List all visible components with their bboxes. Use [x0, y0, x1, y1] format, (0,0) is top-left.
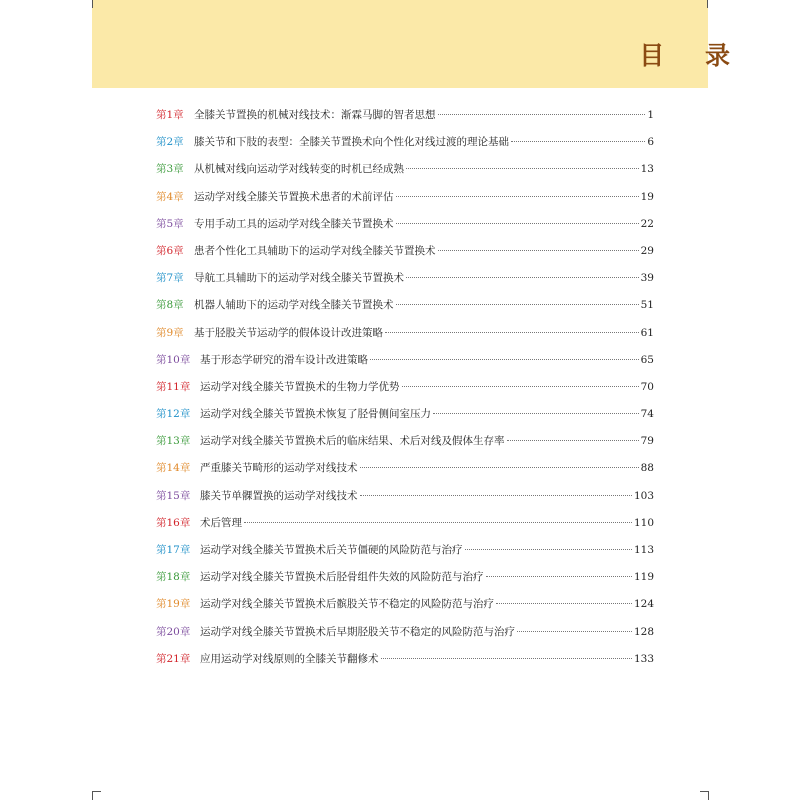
chapter-title: 运动学对线全膝关节置换术后胫骨组件失效的风险防范与治疗: [200, 571, 484, 584]
dot-leader: [244, 522, 632, 523]
page-number: 61: [640, 326, 654, 339]
chapter-number: 第18章: [156, 571, 191, 584]
page-number: 74: [640, 408, 654, 421]
page-number: 103: [633, 489, 654, 502]
dot-leader: [385, 332, 639, 333]
chapter-number: 第10章: [156, 353, 191, 366]
chapter-title: 基于形态学研究的滑车设计改进策略: [200, 353, 368, 366]
chapter-title: 运动学对线全膝关节置换术后髌股关节不稳定的风险防范与治疗: [200, 598, 494, 611]
dot-leader: [360, 467, 639, 468]
page-number: 110: [633, 516, 654, 529]
chapter-title: 专用手动工具的运动学对线全膝关节置换术: [194, 217, 394, 230]
page-number: 39: [640, 272, 654, 285]
chapter-number: 第9章: [156, 326, 184, 339]
toc-entry[interactable]: [156, 569, 654, 596]
chapter-title: 膝关节单髁置换的运动学对线技术: [200, 489, 358, 502]
chapter-number: 第14章: [156, 462, 191, 475]
toc-entry[interactable]: [156, 651, 654, 678]
toc-entry[interactable]: [156, 460, 654, 487]
toc-entry[interactable]: [156, 297, 654, 324]
page-number: 29: [640, 244, 654, 257]
page-number: 65: [640, 353, 654, 366]
dot-leader: [438, 250, 639, 251]
chapter-title: 机器人辅助下的运动学对线全膝关节置换术: [194, 299, 394, 312]
chapter-title: 膝关节和下肢的表型：全膝关节置换术向个性化对线过渡的理论基础: [194, 136, 509, 149]
dot-leader: [396, 223, 639, 224]
page-number: 6: [647, 136, 654, 149]
page-number: 19: [640, 190, 654, 203]
toc-entry[interactable]: [156, 189, 654, 216]
page-number: 51: [640, 299, 654, 312]
chapter-title: 运动学对线全膝关节置换术的生物力学优势: [200, 380, 400, 393]
toc-entry[interactable]: [156, 161, 654, 188]
dot-leader: [381, 658, 632, 659]
toc-entry[interactable]: [156, 406, 654, 433]
page-number: 1: [647, 109, 654, 121]
toc-entry[interactable]: [156, 216, 654, 243]
chapter-number: 第19章: [156, 598, 191, 611]
page-number: 119: [633, 571, 654, 584]
dot-leader: [402, 386, 639, 387]
page-number: 22: [640, 217, 654, 230]
chapter-title: 运动学对线全膝关节置换术后关节僵硬的风险防范与治疗: [200, 544, 463, 556]
chapter-number: 第5章: [156, 217, 184, 230]
page-number: 70: [640, 380, 654, 393]
chapter-number: 第11章: [156, 380, 191, 393]
chapter-number: 第12章: [156, 408, 191, 421]
crop-mark-top-right: [707, 0, 716, 8]
crop-mark-bottom-right: [700, 791, 709, 800]
dot-leader: [433, 413, 639, 414]
toc-entry[interactable]: [156, 325, 654, 352]
chapter-title: 术后管理: [200, 516, 242, 529]
chapter-number: 第20章: [156, 625, 191, 638]
page-number: 128: [633, 625, 654, 638]
dot-leader: [396, 196, 639, 197]
chapter-title: 从机械对线向运动学对线转变的时机已经成熟: [194, 163, 404, 176]
chapter-number: 第8章: [156, 299, 184, 312]
chapter-number: 第1章: [156, 109, 184, 121]
page-number: 88: [640, 462, 654, 475]
table-of-contents: [156, 107, 654, 678]
chapter-title: 运动学对线全膝关节置换术后的临床结果、术后对线及假体生存率: [200, 435, 505, 448]
toc-entry[interactable]: [156, 488, 654, 515]
chapter-number: 第2章: [156, 136, 184, 149]
toc-entry[interactable]: [156, 352, 654, 379]
dot-leader: [438, 114, 646, 115]
toc-entry[interactable]: [156, 433, 654, 460]
chapter-number: 第13章: [156, 435, 191, 448]
chapter-number: 第17章: [156, 544, 191, 556]
page-title: 目 录: [639, 41, 746, 70]
chapter-number: 第7章: [156, 272, 184, 285]
header-band: [92, 0, 708, 88]
toc-entry[interactable]: [156, 596, 654, 623]
chapter-title: 患者个性化工具辅助下的运动学对线全膝关节置换术: [194, 244, 436, 257]
page-number: 13: [640, 163, 654, 176]
chapter-title: 严重膝关节畸形的运动学对线技术: [200, 462, 358, 475]
dot-leader: [496, 603, 632, 604]
toc-entry[interactable]: [156, 107, 654, 134]
chapter-title: 导航工具辅助下的运动学对线全膝关节置换术: [194, 272, 404, 285]
page-number: 133: [633, 652, 654, 665]
chapter-number: 第16章: [156, 516, 191, 529]
chapter-title: 基于胫股关节运动学的假体设计改进策略: [194, 326, 383, 339]
chapter-title: 全膝关节置换的机械对线技术：渐霖马脚的智者思想: [194, 109, 436, 121]
chapter-title: 运动学对线全膝关节置换术后早期胫股关节不稳定的风险防范与治疗: [200, 625, 515, 638]
toc-entry[interactable]: [156, 515, 654, 542]
toc-entry[interactable]: [156, 243, 654, 270]
page-number: 79: [640, 435, 654, 448]
chapter-number: 第6章: [156, 244, 184, 257]
chapter-number: 第21章: [156, 652, 191, 665]
dot-leader: [406, 168, 639, 169]
crop-mark-bottom-left: [92, 791, 101, 800]
dot-leader: [465, 549, 632, 550]
toc-entry[interactable]: [156, 542, 654, 569]
chapter-number: 第3章: [156, 163, 184, 176]
chapter-title: 运动学对线全膝关节置换术恢复了胫骨侧间室压力: [200, 408, 431, 421]
crop-mark-top-left: [92, 0, 101, 8]
dot-leader: [507, 440, 639, 441]
dot-leader: [406, 277, 639, 278]
toc-entry[interactable]: [156, 270, 654, 297]
toc-entry[interactable]: [156, 624, 654, 651]
page-number: 113: [633, 544, 654, 556]
dot-leader: [360, 495, 632, 496]
dot-leader: [370, 359, 639, 360]
dot-leader: [486, 576, 632, 577]
chapter-number: 第15章: [156, 489, 191, 502]
toc-entry[interactable]: [156, 134, 654, 161]
dot-leader: [511, 141, 645, 142]
chapter-title: 应用运动学对线原则的全膝关节翻修术: [200, 652, 379, 665]
chapter-title: 运动学对线全膝关节置换术患者的术前评估: [194, 190, 394, 203]
toc-entry[interactable]: [156, 379, 654, 406]
dot-leader: [396, 304, 639, 305]
chapter-number: 第4章: [156, 190, 184, 203]
page-number: 124: [633, 598, 654, 611]
dot-leader: [517, 631, 632, 632]
